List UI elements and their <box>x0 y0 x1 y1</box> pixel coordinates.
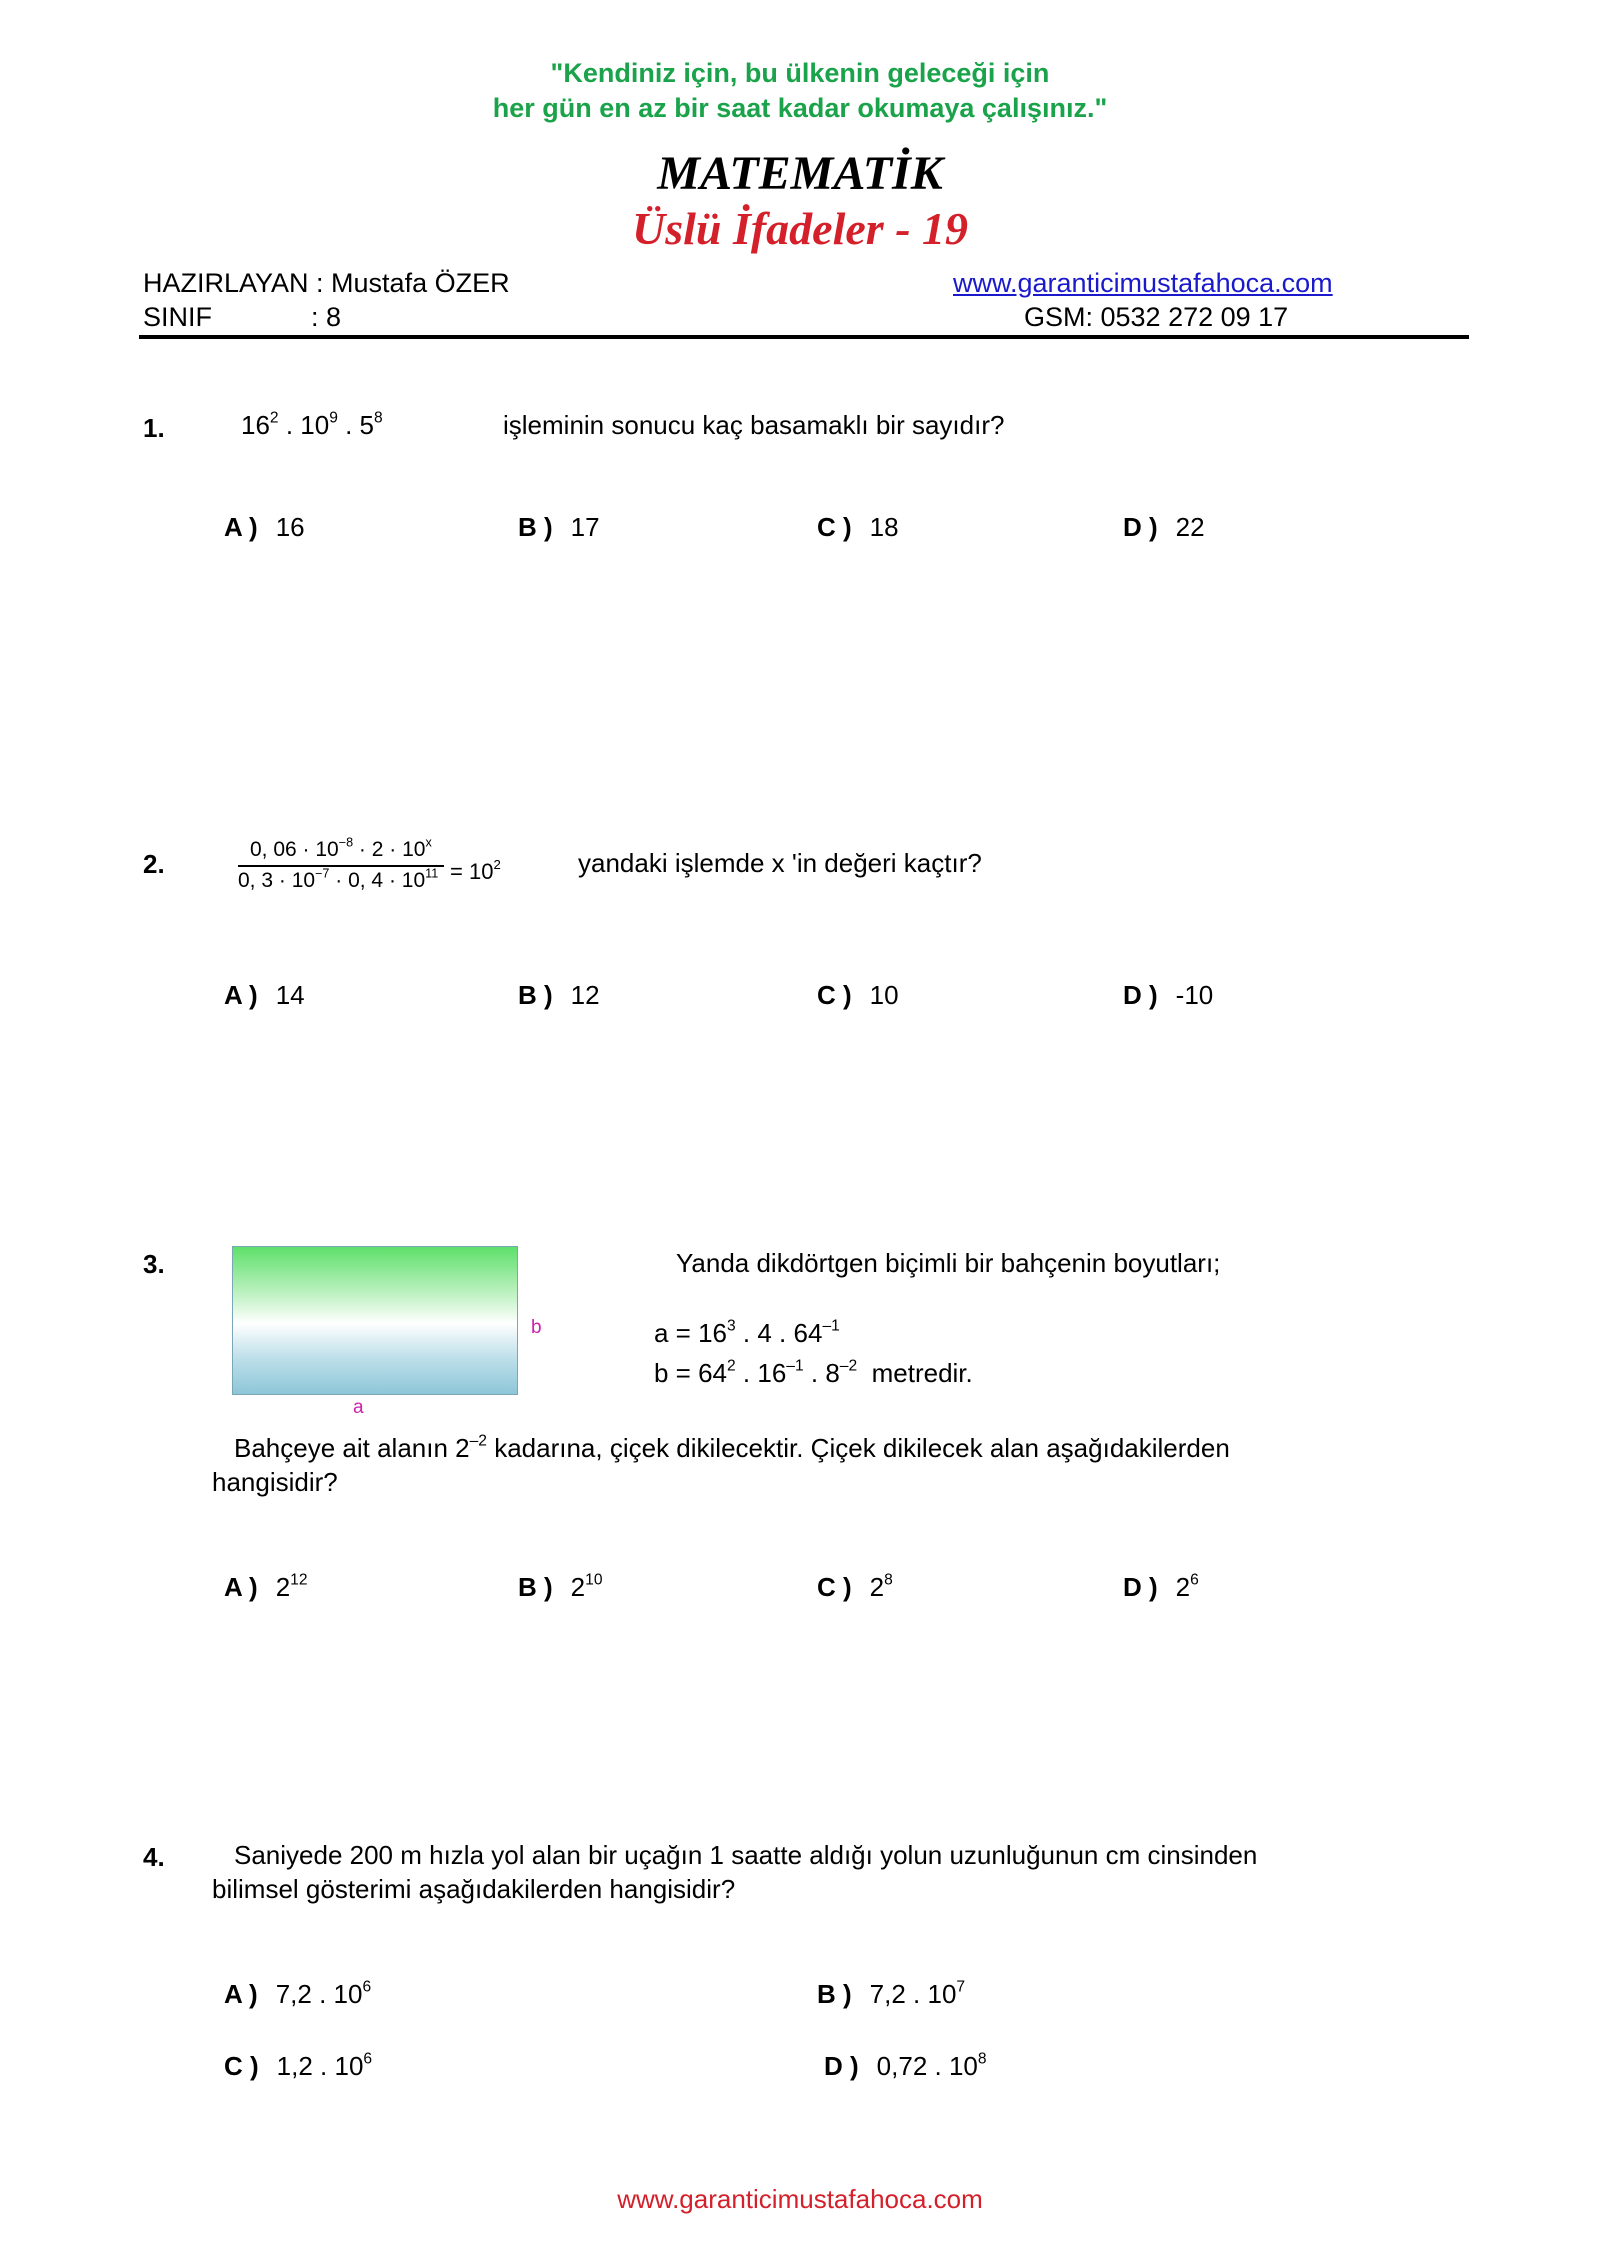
question-4-number: 4. <box>143 1842 165 1872</box>
q1-option-b[interactable] <box>518 512 600 543</box>
question-4-text-line2: bilimsel gösterimi aşağıdakilerden hangisidir? <box>212 1874 736 1904</box>
garden-rectangle <box>232 1246 518 1395</box>
fraction-numerator: 0, $06 \cdot 10^{-8} \cdot 2 \cdot 10^x$ <box>250 835 432 861</box>
q2-option-d[interactable] <box>1123 980 1213 1011</box>
q3-option-c[interactable] <box>817 1572 893 1603</box>
q2-option-d-letter: D ) <box>1123 980 1158 1010</box>
q1-option-b-letter: B ) <box>518 512 553 542</box>
q4-option-b-letter: B ) <box>817 1979 852 2009</box>
q3-option-d[interactable] <box>1123 1572 1199 1603</box>
question-1-number: 1. <box>143 413 165 443</box>
topic-title: Üslü İfadeler - 19 <box>631 203 969 254</box>
class-label: SINIF <box>143 302 213 332</box>
q3-option-b-value: $2^{10}$ <box>570 1571 603 1602</box>
question-2-fraction <box>238 835 444 893</box>
q2-option-b-value: 12 <box>570 980 600 1010</box>
q3-option-a[interactable] <box>224 1572 308 1603</box>
q1-option-d-letter: D ) <box>1123 512 1158 542</box>
q1-option-d-value: 22 <box>1175 512 1205 542</box>
question-2-number: 2. <box>143 849 165 879</box>
subject-title: MATEMATİK <box>657 147 943 200</box>
motto-line-2: her gün en az bir saat kadar okumaya çalışınız." <box>492 93 1108 123</box>
q2-option-c[interactable] <box>817 980 899 1011</box>
q3-option-a-value: $2^{12}$ <box>275 1571 308 1602</box>
q4-option-c-value: 1,2 . $10^6$ <box>276 2050 373 2081</box>
question-3-number: 3. <box>143 1249 165 1279</box>
q1-option-c-letter: C ) <box>817 512 852 542</box>
fraction-result: = $10^2$ <box>450 857 501 884</box>
header-divider <box>139 335 1469 339</box>
side-b-formula: $b = 64^2$ . $16^{-1}$ . $8^{-2}$ metredir. <box>654 1357 973 1388</box>
question-2-text: yandaki işlemde x 'in değeri kaçtır? <box>578 848 982 878</box>
q3-option-a-letter: A ) <box>224 1572 258 1602</box>
q4-option-a-value: 7,2 . $10^6$ <box>275 1978 372 2009</box>
side-a-formula: $a = 16^3$ . 4 . $64^{-1}$ <box>654 1317 840 1348</box>
q1-option-a-value: 16 <box>275 512 305 542</box>
q4-option-c[interactable] <box>224 2051 372 2082</box>
q4-option-a[interactable] <box>224 1979 371 2010</box>
q3-option-c-letter: C ) <box>817 1572 852 1602</box>
q2-option-b[interactable] <box>518 980 600 1011</box>
q4-option-a-letter: A ) <box>224 1979 258 2009</box>
q1-option-d[interactable] <box>1123 512 1205 543</box>
footer-website[interactable]: www.garanticimustafahoca.com <box>617 2184 983 2214</box>
q1-option-a[interactable] <box>224 512 305 543</box>
fraction-denominator: 0, $3 \cdot 10^{-7} \cdot 0$, $4 \cdot 10^{11}$ <box>238 866 439 892</box>
q1-option-c-value: 18 <box>869 512 899 542</box>
question-1-text: işleminin sonucu kaç basamaklı bir sayıdır? <box>503 410 1005 440</box>
q2-option-c-letter: C ) <box>817 980 852 1010</box>
q4-option-b-value: 7,2 . $10^7$ <box>869 1978 966 2009</box>
q2-option-a-value: 14 <box>275 980 305 1010</box>
q2-option-a[interactable] <box>224 980 305 1011</box>
question-3-intro: Yanda dikdörtgen biçimli bir bahçenin boyutları; <box>676 1248 1221 1278</box>
q3-option-b-letter: B ) <box>518 1572 553 1602</box>
q3-option-d-value: $2^6$ <box>1175 1571 1199 1602</box>
question-3-text-line2: hangisidir? <box>212 1467 338 1497</box>
q4-option-d[interactable] <box>824 2051 987 2082</box>
question-1-expression: $16^2$ . $10^9$ . $5^8$ <box>241 409 383 440</box>
q4-option-c-letter: C ) <box>224 2051 259 2081</box>
q1-option-c[interactable] <box>817 512 899 543</box>
question-4-text-line1: Saniyede 200 m hızla yol alan bir uçağın 1 saatte aldığı yolun uzunluğunun cm cinsinden <box>234 1840 1258 1870</box>
q2-option-a-letter: A ) <box>224 980 258 1010</box>
class-value: : 8 <box>311 302 342 332</box>
q2-option-d-value: -10 <box>1175 980 1214 1010</box>
q3-option-d-letter: D ) <box>1123 1572 1158 1602</box>
garden-side-b-label: b <box>531 1317 542 1338</box>
question-3-text: Bahçeye ait alanın $2^{-2}$ kadarına, çiçek dikilecektir. Çiçek dikilecek alan aşağıdakilerden <box>234 1432 1230 1463</box>
website-link[interactable]: www.garanticimustafahoca.com <box>953 268 1333 298</box>
fraction-bar <box>238 865 444 867</box>
q4-option-b[interactable] <box>817 1979 965 2010</box>
q4-option-d-letter: D ) <box>824 2051 859 2081</box>
garden-side-a-label: a <box>353 1397 364 1418</box>
question-3-text-post: kadarına, çiçek dikilecektir. Çiçek dikilecek alan aşağıdakilerden <box>486 1433 1230 1463</box>
q1-option-a-letter: A ) <box>224 512 258 542</box>
author-label: HAZIRLAYAN : Mustafa ÖZER <box>143 268 510 298</box>
q2-option-c-value: 10 <box>869 980 899 1010</box>
q1-option-b-value: 17 <box>570 512 600 542</box>
q2-option-b-letter: B ) <box>518 980 553 1010</box>
q3-option-c-value: $2^8$ <box>869 1571 893 1602</box>
q3-option-b[interactable] <box>518 1572 603 1603</box>
q4-option-d-value: 0,72 . $10^8$ <box>876 2050 987 2081</box>
question-3-text-pre: Bahçeye ait alanın 2 <box>234 1433 470 1463</box>
motto-line-1: "Kendiniz için, bu ülkenin geleceği için <box>550 58 1050 88</box>
phone-number: GSM: 0532 272 09 17 <box>1024 302 1289 332</box>
